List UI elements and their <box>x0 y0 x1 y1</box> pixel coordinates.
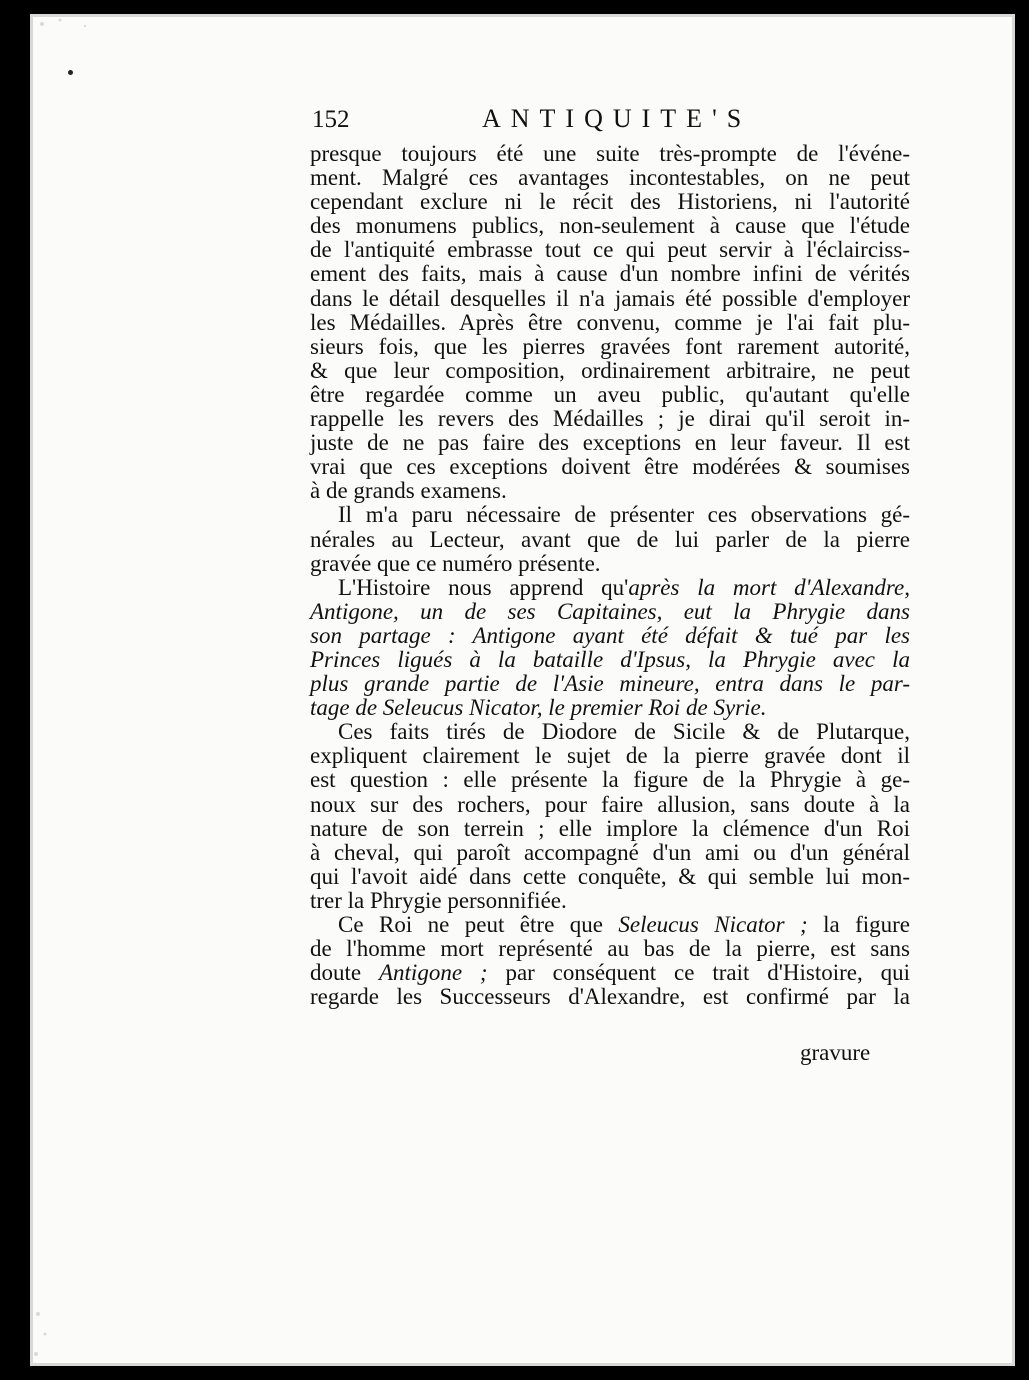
text-line: nérales au Lecteur, avant que de lui parler de la pierre <box>310 526 910 552</box>
text-segment: Ce Roi ne peut être que <box>338 912 619 937</box>
text-line: ment. Malgré ces avantages incontestables, on ne peut <box>310 165 910 191</box>
page-number: 152 <box>312 106 350 133</box>
text-line: plus grande partie de l'Asie mineure, entra dans le par- <box>310 671 910 697</box>
text-line: des monumens publics, non-seulement à cause que l'étude <box>310 213 910 239</box>
text-segment: L'Histoire nous apprend qu' <box>338 574 629 600</box>
text-line: ement des faits, mais à cause d'un nombre infini de vérités <box>310 261 910 287</box>
text-line: expliquent clairement le sujet de la pierre gravée dont il <box>310 743 910 769</box>
italic-segment: après la mort d'Alexandre, <box>628 574 910 600</box>
text-line: nature de son terrein ; elle implore la clémence d'un Roi <box>310 815 910 841</box>
text-line: presque toujours été une suite très-prompte de l'événe- <box>310 141 910 166</box>
text-line <box>310 961 910 985</box>
text-line: noux sur des rochers, pour faire allusion, sans doute à la <box>310 791 910 817</box>
text-line: rappelle les revers des Médailles ; je dirai qu'il seroit in- <box>310 406 910 432</box>
text-line: gravée que ce numéro présente. <box>310 550 601 576</box>
text-line: qui l'avoit aidé dans cette conquête, & qui semble lui mon- <box>310 863 910 889</box>
text-line <box>310 576 910 600</box>
text-line: & que leur composition, ordinairement arbitraire, ne peut <box>310 357 910 383</box>
text-line: être regardée comme un aveu public, qu'autant qu'elle <box>310 381 910 407</box>
text-segment: la figure <box>807 912 911 937</box>
text-line: tage de Seleucus Nicator, le premier Roi de Syrie. <box>310 695 767 721</box>
text-line: à cheval, qui paroît accompagné d'un ami ou d'un général <box>310 839 910 865</box>
text-line: Antigone, un de ses Capitaines, eut la Phrygie dans <box>310 598 910 624</box>
text-line <box>310 913 910 937</box>
text-line: dans le détail desquelles il n'a jamais été possible d'employer <box>310 285 910 311</box>
text-line: de l'homme mort représenté au bas de la pierre, est sans <box>310 936 910 962</box>
book-page <box>30 14 1015 1366</box>
text-line: cependant exclure ni le récit des Historiens, ni l'autorité <box>310 189 910 215</box>
text-line: est question : elle présente la figure de la Phrygie à ge- <box>310 767 910 793</box>
italic-segment: Seleucus Nicator ; <box>618 912 808 937</box>
body-text <box>310 142 910 1009</box>
running-title: ANTIQUITE'S <box>482 104 752 133</box>
text-line: vrai que ces exceptions doivent être modérées & soumises <box>310 454 910 480</box>
catchword: gravure <box>800 1040 871 1065</box>
text-line: Ces faits tirés de Diodore de Sicile & de Plutarque, <box>338 719 910 745</box>
text-line: les Médailles. Après être convenu, comme je l'ai fait plu- <box>310 309 910 335</box>
text-segment: doute <box>310 960 379 986</box>
text-line: à de grands examens. <box>310 478 507 504</box>
text-line: juste de ne pas faire des exceptions en leur faveur. Il est <box>310 430 910 456</box>
italic-segment: Antigone ; <box>378 960 488 986</box>
text-line: trer la Phrygie personnifiée. <box>310 887 567 913</box>
text-segment: par conséquent ce trait d'Histoire, qui <box>487 960 910 986</box>
page-header <box>312 106 912 146</box>
text-line: Il m'a paru nécessaire de présenter ces observations gé- <box>338 502 910 528</box>
ink-speck <box>68 70 73 75</box>
text-line: Princes ligués à la bataille d'Ipsus, la Phrygie avec la <box>310 646 910 672</box>
text-line: regarde les Successeurs d'Alexandre, est confirmé par la <box>310 984 910 1010</box>
text-line: son partage : Antigone ayant été défait & tué par les <box>310 622 910 648</box>
text-line: de l'antiquité embrasse tout ce qui peut servir à l'éclairciss- <box>310 237 910 263</box>
text-line: sieurs fois, que les pierres gravées font rarement autorité, <box>310 333 910 359</box>
